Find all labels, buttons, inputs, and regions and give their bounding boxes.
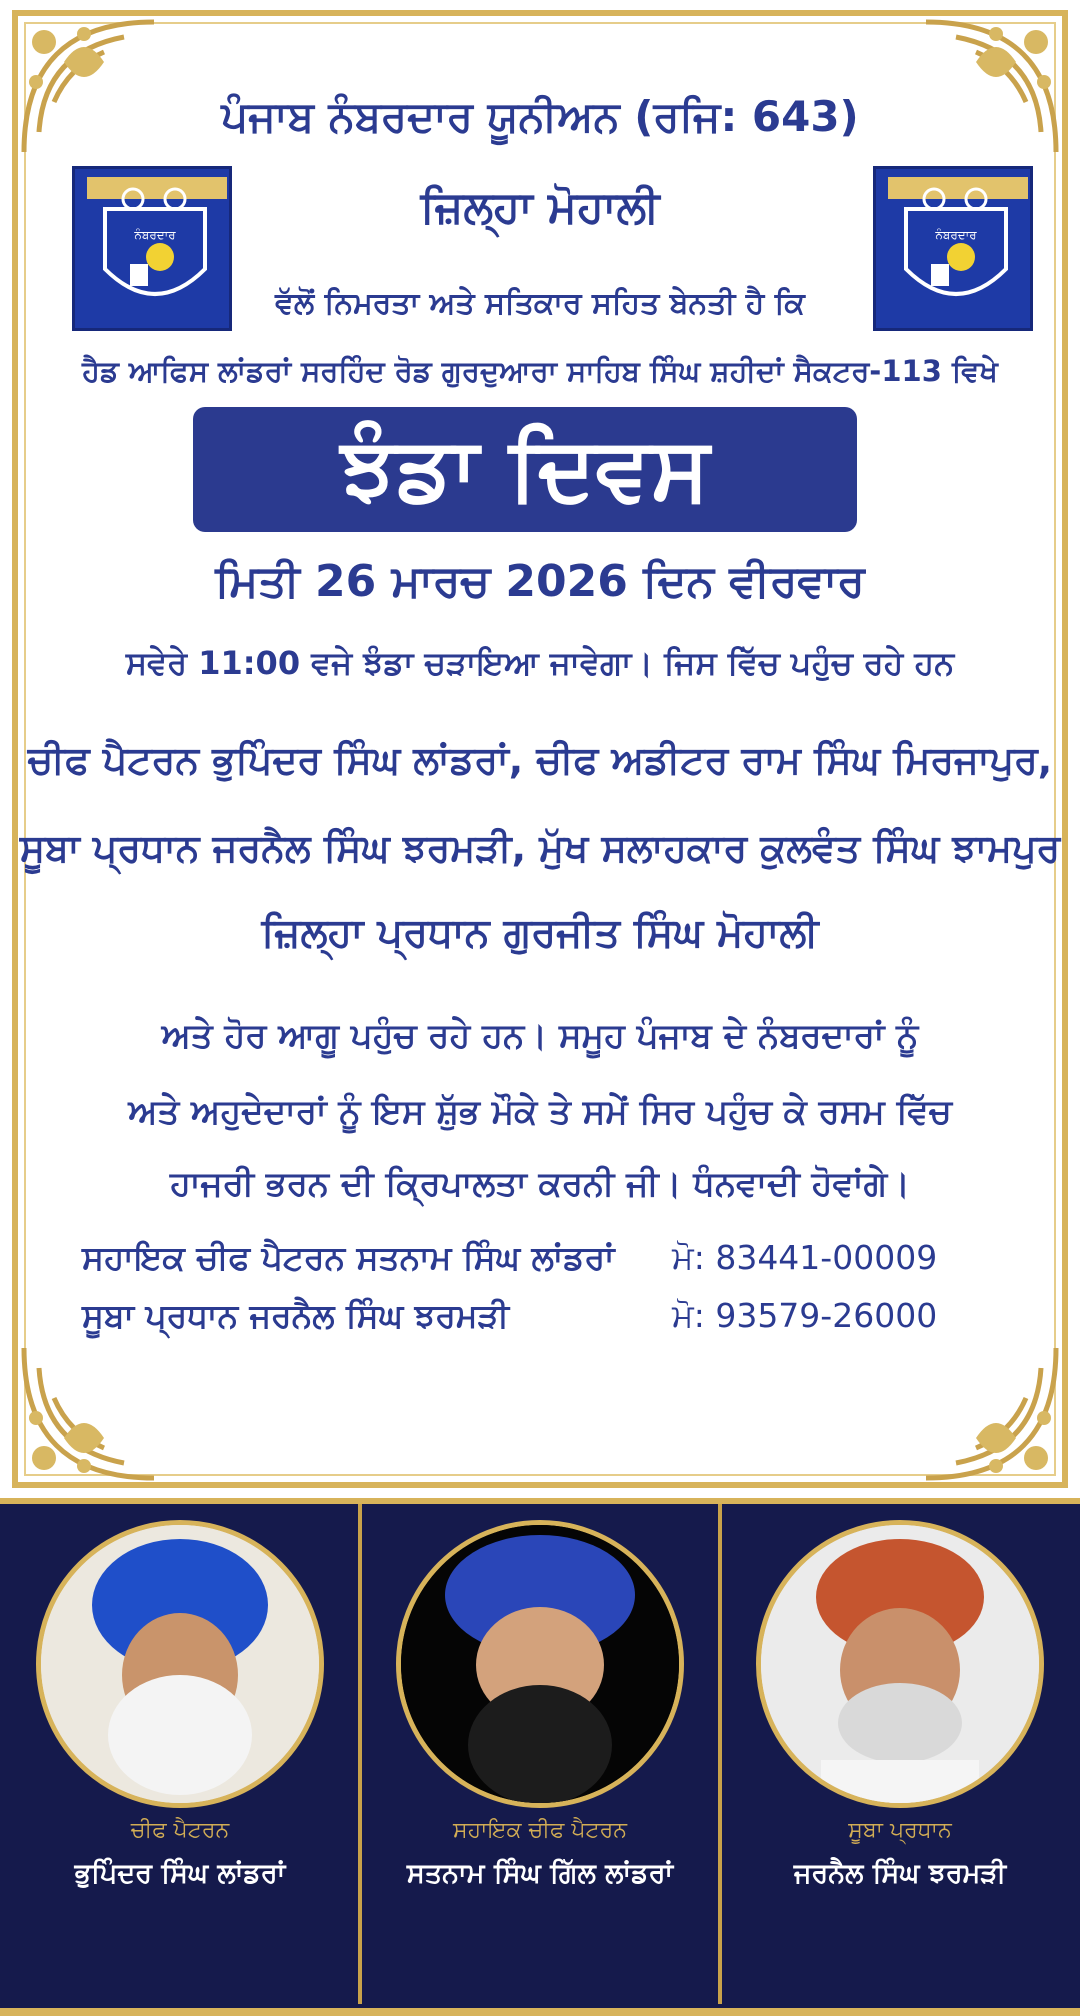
person-card: [730, 1520, 1070, 2000]
guest-line: ਚੀਫ ਪੈਟਰਨ ਭੁਪਿੰਦਰ ਸਿੰਘ ਲਾਂਡਰਾਂ, ਚੀਫ ਅਡੀਟਰ ਰਾਮ ਸਿੰਘ ਮਿਰਜਾਪੁਰ,: [27, 738, 1053, 782]
panel-divider: [718, 1504, 722, 2004]
person-portrait-icon: [401, 1525, 679, 1803]
person-name: ਜਰਨੈਲ ਸਿੰਘ ਝਰਮੜੀ: [793, 1858, 1007, 1889]
union-logo: [873, 166, 1033, 331]
district-name: ਜ਼ਿਲ੍ਹਾ ਮੋਹਾਲੀ: [420, 182, 660, 233]
request-line: ਵੱਲੋਂ ਨਿਮਰਤਾ ਅਤੇ ਸਤਿਕਾਰ ਸਹਿਤ ਬੇਨਤੀ ਹੈ ਕਿ: [275, 286, 805, 321]
guest-line: ਸੂਬਾ ਪ੍ਰਧਾਨ ਜਰਨੈਲ ਸਿੰਘ ਝਰਮੜੀ, ਮੁੱਖ ਸਲਾਹਕਾਰ ਕੁਲਵੰਤ ਸਿੰਘ ਝਾਮਪੁਰ: [19, 826, 1061, 870]
guest-line: ਜ਼ਿਲ੍ਹਾ ਪ੍ਰਧਾਨ ਗੁਰਜੀਤ ਸਿੰਘ ਮੋਹਾਲੀ: [261, 910, 819, 956]
contact-phone: ਮੋ: 83441-00009: [672, 1238, 938, 1277]
venue-line: ਹੈਡ ਆਫਿਸ ਲਾਂਡਰਾਂ ਸਰਹਿੰਦ ਰੋਡ ਗੁਰਦੁਆਰਾ ਸਾਹਿਬ ਸਿੰਘ ਸ਼ਹੀਦਾਂ ਸੈਕਟਰ-113 ਵਿਖੇ: [82, 354, 998, 388]
panel-divider: [358, 1504, 362, 2004]
contact-phone: ਮੋ: 93579-26000: [672, 1296, 938, 1335]
union-name: ਪੰਜਾਬ ਨੰਬਰਦਾਰ ਯੂਨੀਅਨ (ਰਜਿ: 643): [221, 92, 859, 141]
portrait-photo: [396, 1520, 684, 1808]
bottom-gold-rule: [0, 2008, 1080, 2016]
person-card: [370, 1520, 710, 2000]
person-role: ਸਹਾਇਕ ਚੀਫ ਪੈਟਰਨ: [452, 1818, 628, 1843]
event-time: ਸਵੇਰੇ 11:00 ਵਜੇ ਝੰਡਾ ਚੜਾਇਆ ਜਾਵੇਗਾ। ਜਿਸ ਵਿੱਚ ਪਹੁੰਚ ਰਹੇ ਹਨ: [125, 644, 955, 682]
svg-text:ਨੰਬਰਦਾਰ: ਨੰਬਰਦਾਰ: [935, 228, 977, 242]
corner-ornament-icon: [916, 1338, 1066, 1488]
union-logo: [72, 166, 232, 331]
event-date: ਮਿਤੀ 26 ਮਾਰਚ 2026 ਦਿਨ ਵੀਰਵਾਰ: [215, 556, 865, 607]
portrait-photo: [756, 1520, 1044, 1808]
invitation-line: ਅਤੇ ਹੋਰ ਆਗੂ ਪਹੁੰਚ ਰਹੇ ਹਨ। ਸਮੂਹ ਪੰਜਾਬ ਦੇ ਨੰਬਰਦਾਰਾਂ ਨੂੰ: [161, 1016, 919, 1056]
person-role: ਚੀਫ ਪੈਟਰਨ: [130, 1818, 230, 1843]
portrait-photo: [36, 1520, 324, 1808]
person-role: ਸੂਬਾ ਪ੍ਰਧਾਨ: [848, 1818, 952, 1843]
contact-name: ਸੂਬਾ ਪ੍ਰਧਾਨ ਜਰਨੈਲ ਸਿੰਘ ਝਰਮੜੀ: [82, 1296, 510, 1335]
corner-ornament-icon: [14, 1338, 164, 1488]
person-portrait-icon: [41, 1525, 319, 1803]
person-card: [10, 1520, 350, 2000]
union-emblem-icon: [75, 169, 232, 331]
contact-name: ਸਹਾਇਕ ਚੀਫ ਪੈਟਰਨ ਸਤਨਾਮ ਸਿੰਘ ਲਾਂਡਰਾਂ: [82, 1238, 615, 1277]
event-title-banner: ਝੰਡਾ ਦਿਵਸ: [193, 407, 857, 532]
union-emblem-icon: [876, 169, 1033, 331]
invitation-line: ਹਾਜਰੀ ਭਰਨ ਦੀ ਕ੍ਰਿਪਾਲਤਾ ਕਰਨੀ ਜੀ। ਧੰਨਵਾਦੀ ਹੋਵਾਂਗੇ।: [169, 1164, 911, 1204]
person-name: ਭੁਪਿੰਦਰ ਸਿੰਘ ਲਾਂਡਰਾਂ: [74, 1858, 286, 1889]
svg-text:ਨੰਬਰਦਾਰ: ਨੰਬਰਦਾਰ: [134, 228, 176, 242]
invitation-line: ਅਤੇ ਅਹੁਦੇਦਾਰਾਂ ਨੂੰ ਇਸ ਸ਼ੁੱਭ ਮੌਕੇ ਤੇ ਸਮੇਂ ਸਿਰ ਪਹੁੰਚ ਕੇ ਰਸਮ ਵਿੱਚ: [128, 1092, 952, 1132]
person-name: ਸਤਨਾਮ ਸਿੰਘ ਗਿੱਲ ਲਾਂਡਰਾਂ: [406, 1858, 674, 1889]
person-portrait-icon: [761, 1525, 1039, 1803]
